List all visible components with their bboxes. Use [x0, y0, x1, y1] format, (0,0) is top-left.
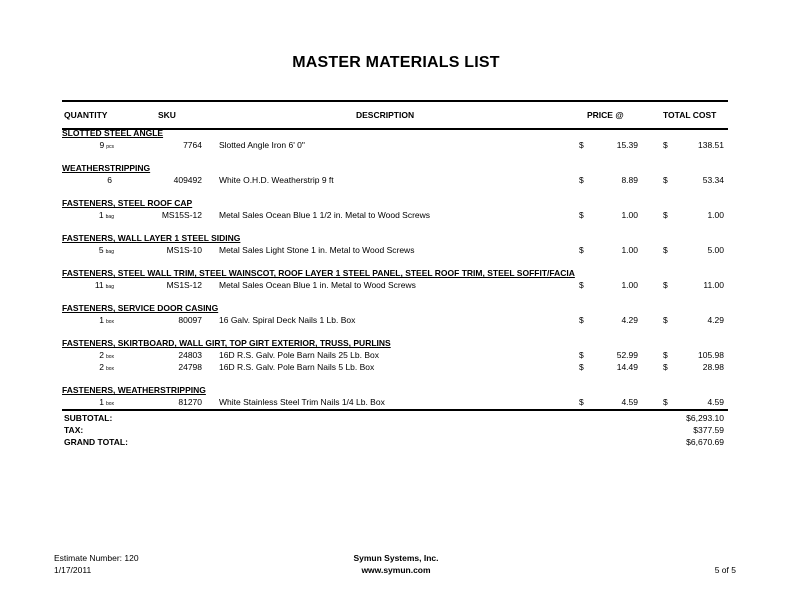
section-title: FASTENERS, STEEL WALL TRIM, STEEL WAINSCOT, ROOF LAYER 1 STEEL PANEL, STEEL ROOF TRIM, STEEL SOFFIT/FACIA — [62, 268, 575, 278]
item-total: 4.29 — [707, 315, 724, 325]
col-quantity: QUANTITY — [64, 110, 108, 120]
section-gap — [62, 291, 728, 303]
item-sku: MS15S-12 — [161, 210, 202, 220]
totals-block — [62, 412, 728, 448]
section-title: FASTENERS, STEEL ROOF CAP — [62, 198, 193, 208]
col-sku: SKU — [158, 110, 176, 120]
item-quantity-cell — [62, 174, 114, 188]
item-unit: bag — [105, 284, 114, 290]
subtotal-rule — [62, 409, 728, 411]
item-sku: 24798 — [178, 362, 202, 372]
material-section — [62, 256, 728, 291]
section-gap — [62, 326, 728, 338]
item-quantity-cell — [62, 244, 114, 258]
item-quantity: 6 — [107, 175, 112, 185]
item-total-currency: $ — [663, 362, 668, 372]
item-sku: MS1S-12 — [166, 280, 202, 290]
item-price: 1.00 — [621, 210, 638, 220]
material-section — [62, 151, 728, 186]
item-quantity-cell — [62, 361, 114, 375]
estimate-number: Estimate Number: 120 — [54, 553, 139, 563]
material-section — [62, 221, 728, 256]
item-total: 1.00 — [707, 210, 724, 220]
item-sku: 7764 — [183, 140, 202, 150]
company-website: www.symun.com — [361, 565, 431, 575]
item-sku: 409492 — [173, 175, 202, 185]
item-description: 16 Galv. Spiral Deck Nails 1 Lb. Box — [219, 315, 356, 325]
item-description: 16D R.S. Galv. Pole Barn Nails 25 Lb. Box — [219, 350, 380, 360]
materials-list — [62, 128, 728, 408]
item-quantity-cell — [62, 279, 114, 293]
item-unit: box — [105, 366, 114, 372]
section-gap — [62, 151, 728, 163]
section-gap — [62, 186, 728, 198]
material-section — [62, 186, 728, 221]
grand-total-value: $6,670.69 — [686, 437, 724, 447]
item-total-currency: $ — [663, 280, 668, 290]
subtotal-label: SUBTOTAL: — [64, 413, 113, 423]
item-price-currency: $ — [579, 280, 584, 290]
col-price: PRICE @ — [587, 110, 624, 120]
item-price-currency: $ — [579, 362, 584, 372]
item-unit: bag — [105, 249, 114, 255]
item-price-currency: $ — [579, 140, 584, 150]
material-section — [62, 326, 728, 373]
item-unit: box — [105, 401, 114, 407]
item-row — [62, 139, 728, 151]
item-price: 4.59 — [621, 397, 638, 407]
item-total-currency: $ — [663, 210, 668, 220]
item-unit: box — [105, 354, 114, 360]
subtotal-value: $6,293.10 — [686, 413, 724, 423]
item-row — [62, 279, 728, 291]
item-total-currency: $ — [663, 315, 668, 325]
item-total: 28.98 — [702, 362, 724, 372]
item-description: White O.H.D. Weatherstrip 9 ft — [219, 175, 334, 185]
item-unit: pcs — [106, 144, 114, 150]
section-gap — [62, 221, 728, 233]
item-description: Metal Sales Ocean Blue 1 in. Metal to Wood Screws — [219, 280, 416, 290]
item-total: 138.51 — [698, 140, 724, 150]
item-quantity: 2 — [99, 350, 104, 360]
item-quantity-cell — [62, 209, 114, 223]
item-description: White Stainless Steel Trim Nails 1/4 Lb. Box — [219, 397, 385, 407]
item-description: Metal Sales Light Stone 1 in. Metal to Wood Screws — [219, 245, 415, 255]
item-unit: bag — [105, 214, 114, 220]
item-sku: 80097 — [178, 315, 202, 325]
item-price-currency: $ — [579, 350, 584, 360]
item-row — [62, 244, 728, 256]
subtotal-row — [62, 412, 728, 424]
company-name: Symun Systems, Inc. — [353, 553, 439, 563]
item-price: 1.00 — [621, 280, 638, 290]
item-price: 15.39 — [616, 140, 638, 150]
item-total: 105.98 — [698, 350, 724, 360]
item-row — [62, 361, 728, 373]
item-total-currency: $ — [663, 350, 668, 360]
page-title: MASTER MATERIALS LIST — [292, 54, 500, 71]
item-total-currency: $ — [663, 245, 668, 255]
section-gap — [62, 373, 728, 385]
item-quantity-cell — [62, 396, 114, 410]
item-price: 14.49 — [616, 362, 638, 372]
item-price-currency: $ — [579, 245, 584, 255]
item-row — [62, 349, 728, 361]
item-total: 11.00 — [703, 280, 724, 290]
item-total-currency: $ — [663, 175, 668, 185]
item-quantity-cell — [62, 314, 114, 328]
item-total: 5.00 — [707, 245, 724, 255]
item-description: Slotted Angle Iron 6' 0" — [219, 140, 305, 150]
material-section — [62, 373, 728, 408]
section-title: SLOTTED STEEL ANGLE — [62, 128, 164, 138]
col-total: TOTAL COST — [663, 110, 717, 120]
grand-total-label: GRAND TOTAL: — [64, 437, 128, 447]
item-total: 4.59 — [707, 397, 724, 407]
item-quantity: 5 — [98, 245, 104, 255]
item-quantity: 1 — [99, 315, 104, 325]
section-title: FASTENERS, SERVICE DOOR CASING — [62, 303, 219, 313]
section-title: FASTENERS, WALL LAYER 1 STEEL SIDING — [62, 233, 241, 243]
item-price: 52.99 — [616, 350, 638, 360]
item-row — [62, 396, 728, 408]
footer-center — [0, 552, 792, 576]
item-row — [62, 209, 728, 221]
material-section — [62, 291, 728, 326]
item-price-currency: $ — [579, 210, 584, 220]
item-quantity: 1 — [98, 210, 104, 220]
item-sku: 81270 — [178, 397, 202, 407]
item-price: 8.89 — [621, 175, 638, 185]
item-quantity: 9 — [99, 140, 105, 150]
item-total-currency: $ — [663, 140, 668, 150]
item-price-currency: $ — [579, 397, 584, 407]
item-quantity-cell — [62, 139, 114, 153]
item-description: 16D R.S. Galv. Pole Barn Nails 5 Lb. Box — [219, 362, 375, 372]
item-sku: 24803 — [178, 350, 202, 360]
item-price: 1.00 — [621, 245, 638, 255]
item-total: 53.34 — [702, 175, 724, 185]
item-unit: box — [105, 319, 114, 325]
tax-row — [62, 424, 728, 436]
item-row — [62, 314, 728, 326]
tax-label: TAX: — [64, 425, 84, 435]
estimate-date: 1/17/2011 — [54, 565, 92, 575]
tax-value: $377.59 — [693, 425, 724, 435]
item-total-currency: $ — [663, 397, 668, 407]
item-quantity: 1 — [99, 397, 104, 407]
item-row — [62, 174, 728, 186]
item-description: Metal Sales Ocean Blue 1 1/2 in. Metal to Wood Screws — [219, 210, 431, 220]
section-title: WEATHERSTRIPPING — [62, 163, 151, 173]
item-quantity: 2 — [99, 362, 104, 372]
item-quantity: 11 — [94, 280, 104, 290]
material-section — [62, 128, 728, 151]
section-title: FASTENERS, SKIRTBOARD, WALL GIRT, TOP GIRT EXTERIOR, TRUSS, PURLINS — [62, 338, 391, 348]
page-number: 5 of 5 — [714, 565, 736, 575]
item-price-currency: $ — [579, 175, 584, 185]
column-header — [62, 100, 728, 130]
grand-total-row — [62, 436, 728, 448]
item-sku: MS1S-10 — [166, 245, 202, 255]
col-description: DESCRIPTION — [356, 110, 415, 120]
section-title: FASTENERS, WEATHERSTRIPPING — [62, 385, 206, 395]
item-price-currency: $ — [579, 315, 584, 325]
section-gap — [62, 256, 728, 268]
item-price: 4.29 — [621, 315, 638, 325]
